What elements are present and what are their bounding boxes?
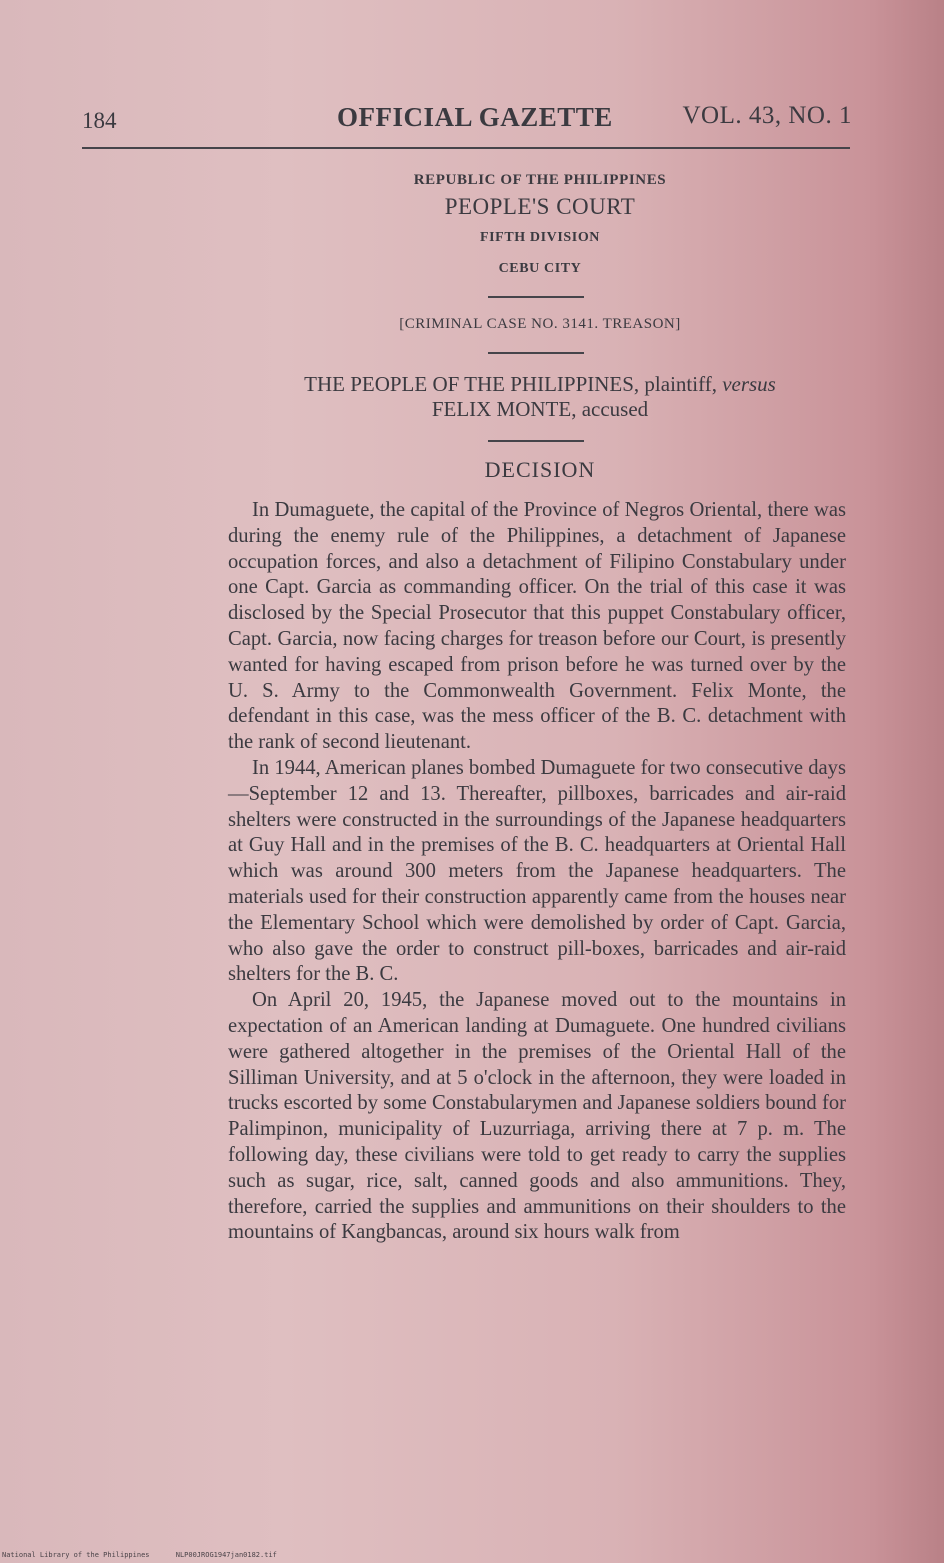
paragraph: In 1944, American planes bombed Dumaguete for two consecutive days—September 12 and 13. Thereafter, pillboxes, barricades and air-raid shelters were constructed in the surroundings of the Japanese headquarters at Guy Hall and in the premises of the B. C. headquarters at Oriental Hall which was around 300 meters from the Japanese headquarters. The materials used for their construction apparently came from the houses near the Elementary School which were demolished by order of Capt. Garcia, who also gave the order to construct pill-boxes, barricades and air-raid shelters for the B. C. xyxy=(228,756,846,986)
accused-role: , accused xyxy=(571,397,649,421)
decision-body xyxy=(228,498,846,1246)
plaintiff-name: THE PEOPLE OF THE PHILIPPINES xyxy=(304,372,634,396)
paragraph: In Dumaguete, the capital of the Province of Negros Oriental, there was during the enemy rule of the Philippines, a detachment of Japanese occupation forces, and also a detachment of Filipino Constabulary under one Capt. Garcia as commanding officer. On the trial of this case it was disclosed by the Special Prosecutor that this puppet Constabulary officer, Capt. Garcia, now facing charges for treason before our Court, is presently wanted for having escaped from prison before he was turned over by the U. S. Army to the Commonwealth Government. Felix Monte, the defendant in this case, was the mess officer of the B. C. detachment with the rank of second lieutenant. xyxy=(228,499,846,754)
volume-number: VOL. 43, NO. 1 xyxy=(682,102,852,129)
accused-line xyxy=(220,397,860,422)
page-number: 184 xyxy=(82,108,117,133)
case-number: [CRIMINAL CASE NO. 3141. TREASON] xyxy=(399,316,681,332)
decision-heading: DECISION xyxy=(484,457,596,482)
plaintiff-line xyxy=(220,372,860,397)
section-divider xyxy=(488,296,584,298)
scan-footer xyxy=(2,1551,299,1559)
publication-title: OFFICIAL GAZETTE xyxy=(337,102,613,132)
header-divider xyxy=(82,147,850,149)
accused-name: FELIX MONTE xyxy=(431,397,572,421)
paragraph: On April 20, 1945, the Japanese moved out to the mountains in expectation of an American landing at Dumaguete. One hundred civilians were gathered altogether in the premises of the Oriental Hall of the Silliman University, and at 5 o'clock in the afternoon, they were loaded in trucks escorted by some Constabularymen and Japanese soldiers bound for Palimpinon, municipality of Luzurriaga, arriving there at 7 p. m. The following day, these civilians were told to get ready to carry the supplies such as sugar, rice, salt, canned goods and also ammunitions. They, therefore, carried the supplies and ammunitions on their shoulders to the mountains of Kangbancas, around six hours walk from xyxy=(228,989,846,1244)
running-header xyxy=(82,100,852,140)
court-name: PEOPLE'S COURT xyxy=(444,194,636,219)
republic-line: REPUBLIC OF THE PHILIPPINES xyxy=(413,172,667,188)
division-line: FIFTH DIVISION xyxy=(479,230,601,245)
versus-word: versus xyxy=(722,372,776,396)
file-identifier: NLP00JROG1947jan0182.tif xyxy=(175,1551,277,1559)
library-credit: National Library of the Philippines xyxy=(2,1551,150,1559)
section-divider xyxy=(488,440,584,442)
city-line: CEBU CITY xyxy=(498,261,582,276)
section-divider xyxy=(488,352,584,354)
plaintiff-role: , plaintiff, xyxy=(633,372,723,396)
